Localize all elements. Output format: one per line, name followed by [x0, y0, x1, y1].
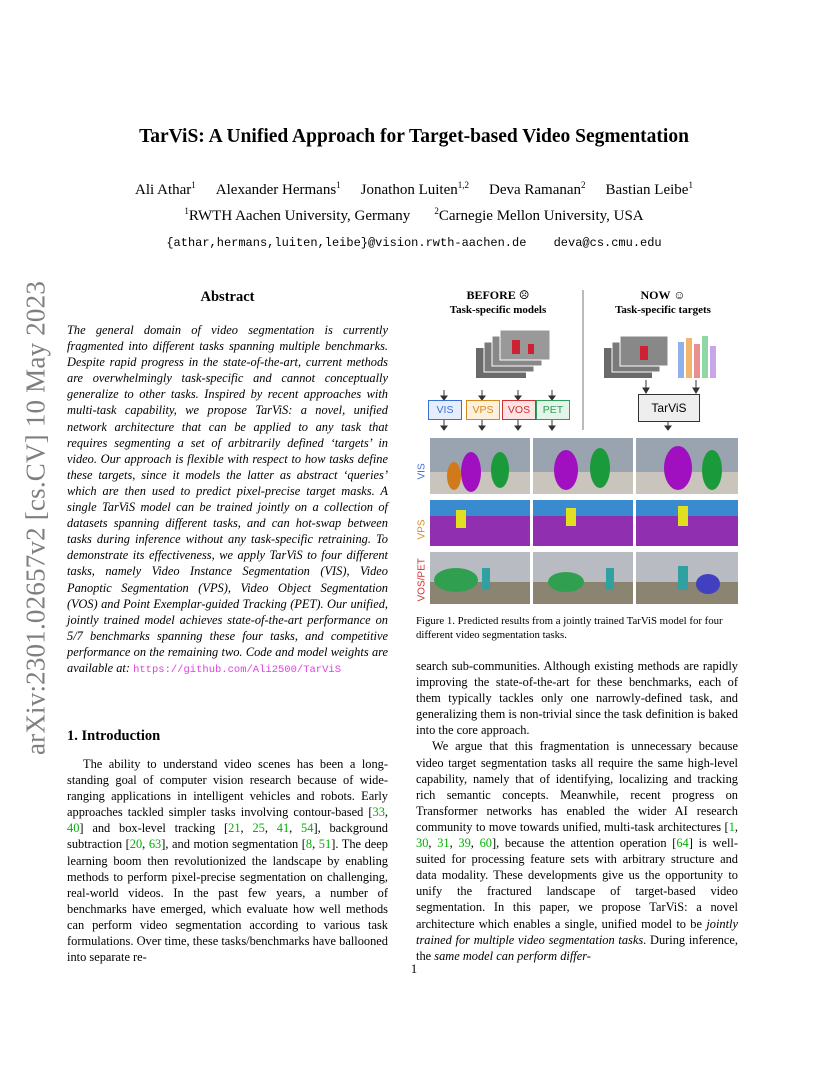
paper-title: TarViS: A Unified Approach for Target-based Video Segmentation: [139, 126, 689, 147]
row-label-text: VOS/PET: [416, 558, 428, 602]
email-cmu: deva@cs.cmu.edu: [553, 236, 662, 250]
body-text: ], because the attention operation [: [492, 836, 677, 851]
body-text: The ability to understand video scenes has been a long-standing goal of computer vision research because of wide-ranging applications in intelligent vehicles and robots. Early approaches tackled simpler tasks involving contour-based [: [67, 757, 388, 820]
task-box-vis: VIS: [428, 400, 462, 420]
task-box-vps: VPS: [466, 400, 500, 420]
body-text: ,: [384, 805, 388, 820]
citation-link[interactable]: 40: [67, 821, 80, 836]
citation-link[interactable]: 25: [252, 821, 265, 836]
author-affil-mark: 1,2: [457, 180, 469, 190]
author-2: [361, 182, 469, 198]
body-text: ,: [428, 836, 438, 851]
citation-link[interactable]: 21: [228, 821, 241, 836]
citation-link[interactable]: 39: [458, 836, 471, 851]
citation-link[interactable]: 54: [301, 821, 314, 836]
abstract-body: [67, 322, 388, 678]
figure-1: [416, 284, 738, 608]
body-text: ], background subtraction [: [67, 821, 388, 852]
before-video-stack: [476, 330, 550, 378]
body-text: ]. The deep learning boom then revolutionized the landscape by enabling methods to perform pixel-precise segmentation on challenging, real-world videos. In the past few years, a number of benchmarks have emerged, which evaluate how well methods can perform video segmentation according to various task formulations. Over time, these tasks/benchmarks have ballooned into separate re-: [67, 837, 388, 965]
citation-link[interactable]: 20: [129, 837, 143, 852]
row-label-vis: [417, 444, 428, 480]
affiliation-0: [184, 208, 410, 224]
tarvis-model-box: TarViS: [638, 394, 700, 422]
author-affil-mark: 2: [581, 180, 586, 190]
now-video-stack: [604, 336, 668, 378]
body-text: ,: [470, 836, 480, 851]
author-name: Bastian Leibe: [605, 182, 689, 198]
body-text: ] is well-suited for processing feature sets with arbitrary structure and data modality. These developments give us the opportunity to unify the fractured landscape of target-based video segmentation. In this paper, we propose TarViS: a novel architecture which enables a single, unified model to be: [416, 836, 739, 931]
citation-link[interactable]: 30: [416, 836, 429, 851]
before-title: BEFORE ☹: [466, 288, 530, 302]
affiliation-1: [434, 208, 643, 224]
body-text: ] and box-level tracking [: [79, 821, 229, 836]
figure-caption: Figure 1. Predicted results from a jointly trained TarViS model for four different video segmentation tasks.: [416, 615, 723, 641]
author-name: Jonathon Luiten: [360, 182, 458, 198]
right-paragraph-2: [416, 738, 738, 963]
emails: [0, 236, 828, 250]
page-number: 1: [410, 962, 418, 976]
emphasis-text: same model can perform differ-: [434, 948, 591, 963]
citation-link[interactable]: 64: [676, 836, 689, 851]
body-text: ,: [240, 821, 253, 836]
now-title: NOW ☺: [640, 288, 686, 302]
body-text: ,: [312, 837, 319, 852]
affiliations: [0, 206, 828, 225]
vos-row: [430, 552, 738, 604]
citation-link[interactable]: 8: [305, 837, 313, 852]
author-name: Deva Ramanan: [489, 182, 582, 198]
author-affil-mark: 1: [191, 180, 196, 190]
body-text: search sub-communities. Although existing methods are rapidly improving the state-of-the-art for these benchmarks, each of them typically tackles only one narrowly-defined task, and generalizing them is non-trivial since the task definition is baked into the core approach.: [416, 659, 738, 738]
row-label-text: VPS: [416, 519, 428, 540]
intro-paragraph: [67, 756, 388, 965]
body-text: . During inference, the: [416, 932, 738, 963]
citation-link[interactable]: 51: [318, 837, 332, 852]
citation-link[interactable]: 63: [148, 837, 162, 852]
citation-link[interactable]: 41: [276, 821, 290, 836]
right-paragraph-1: [416, 658, 738, 738]
body-text: ], and motion segmentation [: [161, 837, 306, 852]
citation-link[interactable]: 31: [437, 836, 450, 851]
author-affil-mark: 1: [336, 180, 341, 190]
affil-mark: 1: [184, 206, 189, 216]
author-4: [606, 182, 693, 198]
author-3: [489, 182, 586, 198]
code-link[interactable]: https://github.com/Ali2500/TarViS: [133, 663, 342, 676]
query-tokens: [678, 336, 716, 378]
before-subtitle: Task-specific models: [449, 304, 547, 316]
author-0: [135, 182, 196, 198]
affil-mark: 2: [434, 206, 439, 216]
abstract-heading: Abstract: [200, 289, 255, 305]
citation-link[interactable]: 33: [372, 805, 385, 820]
task-box-vos: VOS: [502, 400, 536, 420]
author-1: [216, 182, 341, 198]
task-box-pet: PET: [536, 400, 570, 420]
body-text: ,: [142, 837, 149, 852]
row-label-text: VIS: [416, 463, 428, 480]
abstract-text: The general domain of video segmentation is currently fragmented into different tasks spanning multiple benchmarks. Despite rapid progress in the state-of-the-art, current methods are overwhelmingly task-specific and cannot conceptually generalize to other tasks. Inspired by recent approaches with multi-task capability, we propose TarViS: a novel, unified network architecture that can be applied to any task that requires segmenting a set of arbitrarily defined ‘targets’ in video. Our approach is flexible with respect to how tasks define these targets, since it models the latter as abstract ‘queries’ which are then used to predict pixel-precise target masks. A single TarViS model can be trained jointly on a collection of datasets spanning different tasks, and can hot-swap between tasks during inference without any task-specific retraining. To demonstrate its effectiveness, we apply TarViS to four different tasks, namely Video Instance Segmentation (VIS), Video Panoptic Segmentation (VPS), Video Object Segmentation (VOS) and Point Exemplar-guided Tracking (PET). Our unified, jointly trained model achieves state-of-the-art performance on 5/7 benchmarks spanning these four tasks, and competitive performance on the remaining two. Code and model weights are available at:: [67, 323, 388, 675]
now-subtitle: Task-specific targets: [615, 304, 711, 316]
right-column: [416, 658, 738, 964]
vis-row: [430, 438, 738, 494]
author-list: [0, 180, 828, 199]
body-text: ,: [449, 836, 459, 851]
intro-heading: 1. Introduction: [67, 728, 161, 744]
body-text: ,: [734, 819, 738, 834]
figure-graphic: [416, 284, 738, 608]
author-name: Alexander Hermans: [215, 182, 337, 198]
affil-name: RWTH Aachen University, Germany: [188, 208, 411, 224]
citation-link[interactable]: 60: [479, 836, 492, 851]
citation-link[interactable]: 1: [728, 819, 735, 834]
row-label-vps: [417, 504, 428, 540]
body-text: ,: [264, 821, 277, 836]
author-name: Ali Athar: [135, 182, 192, 198]
body-text: We argue that this fragmentation is unnecessary because video target segmentation tasks all require the same high-level capability, namely that of identifying, localizing and tracking rich semantic concepts. Meanwhile, recent progress on Transformer networks has enabled the wider AI research community to move towards unified, multi-task architectures [: [416, 739, 738, 834]
affil-name: Carnegie Mellon University, USA: [438, 208, 644, 224]
body-text: ,: [289, 821, 302, 836]
row-label-vos-pet: [417, 554, 428, 602]
emphasis-text: jointly trained for multiple video segmentation tasks: [416, 916, 738, 947]
author-affil-mark: 1: [688, 180, 693, 190]
email-rwth: {athar,hermans,luiten,leibe}@vision.rwth-aachen.de: [166, 236, 527, 250]
arxiv-sidebar: [16, 278, 56, 758]
vps-row: [430, 500, 738, 546]
arxiv-id: arXiv:2301.02657v2 [cs.CV] 10 May 2023: [20, 280, 51, 756]
